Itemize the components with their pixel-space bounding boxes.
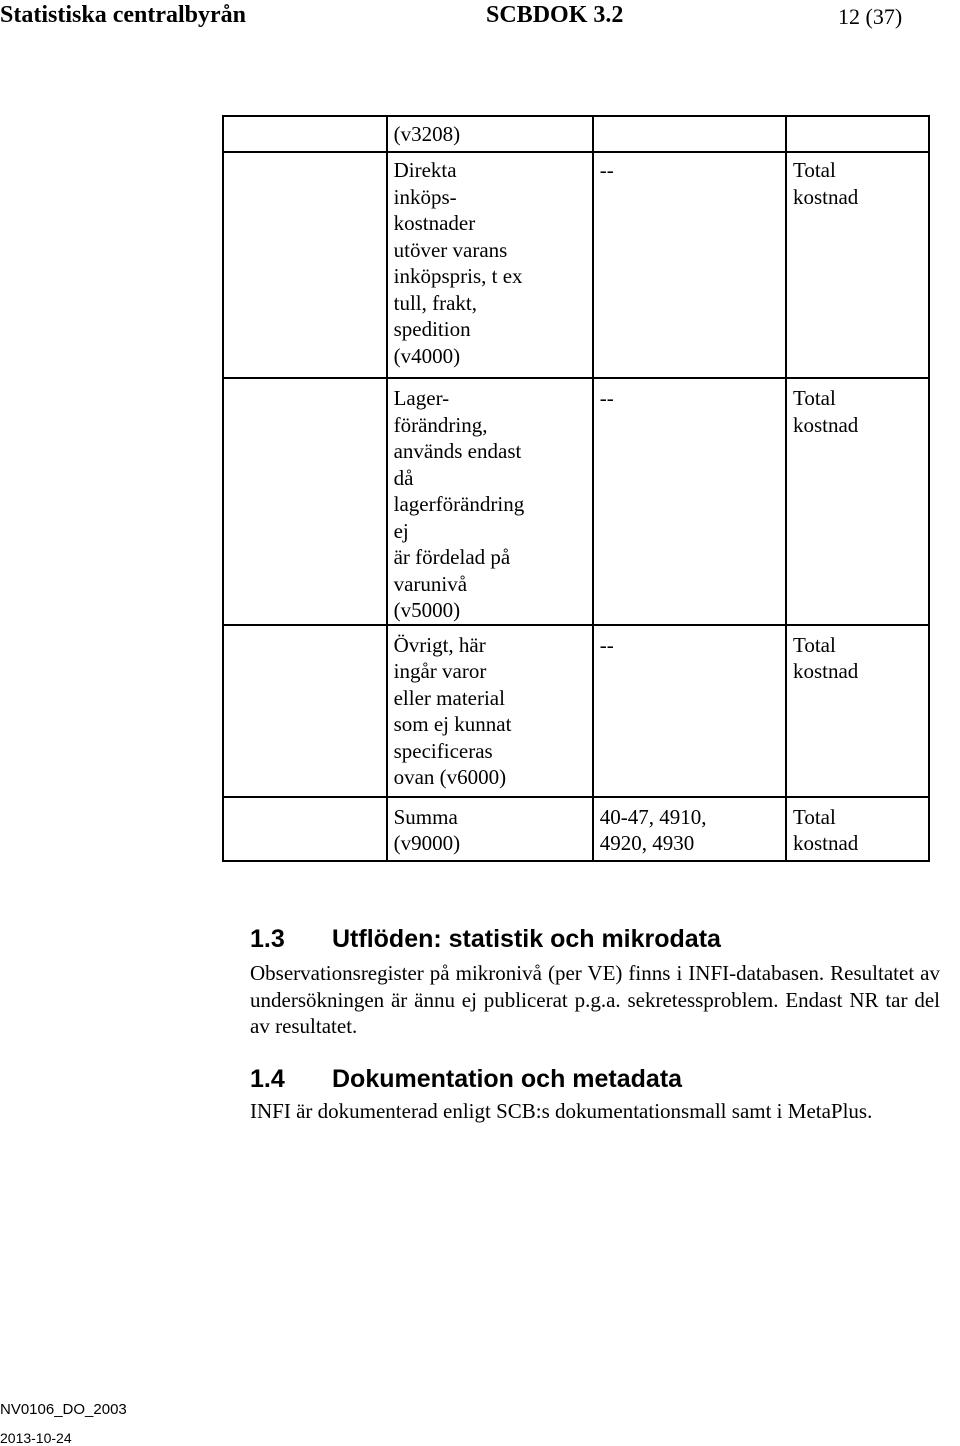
table-row [223, 625, 929, 797]
table-cell [786, 116, 929, 152]
table-cell: Övrigt, här ingår varor eller material som ej kunnat specificeras ovan (v6000) [387, 625, 593, 797]
table-cell: -- [593, 152, 786, 378]
page-number: 12 (37) [838, 4, 903, 29]
table-cell [223, 797, 387, 861]
section-heading [250, 1065, 940, 1094]
section-paragraph: Observationsregister på mikronivå (per VE) finns i INFI-databasen. Resultatet av undersökningen är ännu ej publicerat p.g.a. sekretessproblem. Endast NR tar del av resultatet. [250, 961, 940, 1038]
table-row [223, 378, 929, 625]
table-cell [223, 625, 387, 797]
table-row [223, 116, 929, 152]
table-cell: Total kostnad [786, 378, 929, 625]
table-cell: -- [593, 378, 786, 625]
table-cell: 40-47, 4910, 4920, 4930 [593, 797, 786, 861]
table-cell: Total kostnad [786, 797, 929, 861]
table-cell: Summa (v9000) [387, 797, 593, 861]
section-title: Utflöden: statistik och mikrodata [332, 925, 721, 953]
table-cell: Lager- förändring, används endast då lagerförändring ej är fördelad på varunivå (v5000) [387, 378, 593, 625]
table-cell: Direkta inköps- kostnader utöver varans inköpspris, t ex tull, frakt, spedition (v4000) [387, 152, 593, 378]
table-cell: Total kostnad [786, 625, 929, 797]
section-outputs [250, 925, 940, 1040]
section-heading [250, 925, 940, 954]
variables-table [222, 115, 930, 862]
table-row [223, 797, 929, 861]
table-cell: Total kostnad [786, 152, 929, 378]
document-code: SCBDOK 3.2 [486, 2, 624, 28]
organization-name: Statistiska centralbyrån [0, 2, 246, 28]
footer-date: 2013-10-24 [0, 1430, 72, 1446]
section-paragraph: INFI är dokumenterad enligt SCB:s dokumentationsmall samt i MetaPlus. [250, 1099, 873, 1123]
table-cell [223, 116, 387, 152]
footer-document-id: NV0106_DO_2003 [0, 1401, 127, 1418]
table-cell: -- [593, 625, 786, 797]
table-cell [593, 116, 786, 152]
section-number: 1.4 [250, 1065, 285, 1093]
page-header [0, 0, 960, 40]
section-title: Dokumentation och metadata [332, 1065, 683, 1093]
table-row [223, 152, 929, 378]
table-cell [223, 152, 387, 378]
table-cell [223, 378, 387, 625]
section-number: 1.3 [250, 925, 285, 953]
section-documentation [250, 1065, 940, 1125]
table-cell: (v3208) [387, 116, 593, 152]
